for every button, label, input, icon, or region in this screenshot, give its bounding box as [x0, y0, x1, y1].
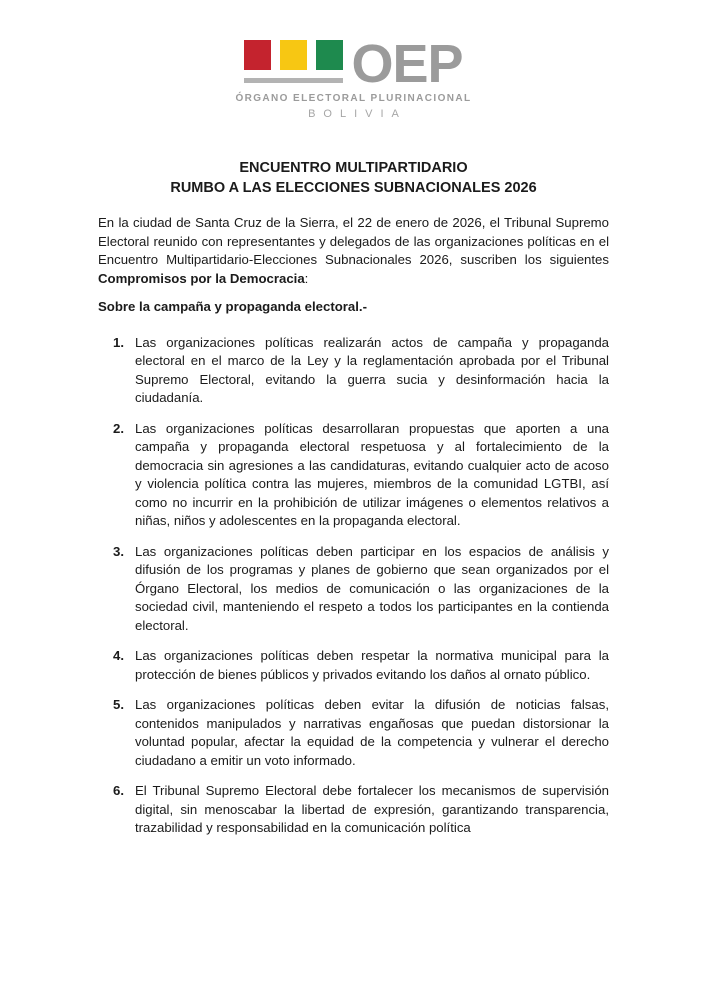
document-body — [98, 214, 609, 838]
oep-logo — [0, 0, 707, 120]
document-title-line1: ENCUENTRO MULTIPARTIDARIO — [239, 160, 468, 176]
list-item-number: 4. — [113, 648, 124, 663]
logo-underline-bar — [244, 78, 343, 83]
intro-paragraph — [98, 214, 609, 288]
list-item-number: 2. — [113, 420, 124, 436]
section-heading: Sobre la campaña y propaganda electoral.- — [98, 299, 367, 314]
document-title — [0, 158, 707, 198]
list-item-number: 3. — [113, 543, 124, 559]
intro-bold-phrase: Compromisos por la Democracia — [98, 270, 305, 286]
list-item-number: 1. — [113, 334, 124, 350]
flag-squares-block — [244, 40, 343, 83]
list-item-text: Las organizaciones políticas deben participar en los espacios de análisis y difusión de los programas y planes de gobierno que sean organizados por el Órgano Electoral, los medios de comunicación o las organizaciones de la sociedad civil, manteniendo el respeto a todos los participantes en la contienda electoral. — [135, 543, 609, 633]
flag-square-green-icon — [316, 40, 343, 70]
flag-squares — [244, 40, 343, 70]
document-title-line2: RUMBO A LAS ELECCIONES SUBNACIONALES 2026 — [170, 180, 537, 196]
list-item — [98, 647, 609, 684]
list-item — [98, 543, 609, 636]
oep-logo-row — [244, 34, 463, 94]
oep-acronym: OEP — [351, 34, 463, 94]
intro-colon: : — [304, 270, 309, 286]
list-item-number: 5. — [113, 697, 124, 712]
flag-square-yellow-icon — [280, 40, 307, 70]
org-name-label: ÓRGANO ELECTORAL PLURINACIONAL — [235, 93, 472, 104]
list-item-text: Las organizaciones políticas desarrollaran propuestas que aporten a una campaña y propaganda electoral respetuosa y al fortalecimiento de la democracia sin agresiones a las candidaturas, evitando cualquier acto de acoso y violencia política contra las mujeres, miembros de la comunidad LGTBI, así como no incurrir en la prohibición de utilizar imágenes o elementos relativos a niñas, niños y adolescentes en la propaganda electoral. — [135, 420, 609, 528]
list-item-number: 6. — [113, 783, 124, 798]
list-item-text: Las organizaciones políticas deben respetar la normativa municipal para la protección de bienes públicos y privados evitando los daños al ornato público. — [135, 648, 609, 682]
country-label: BOLIVIA — [308, 108, 407, 120]
list-item — [98, 334, 609, 408]
list-item — [98, 782, 609, 838]
list-item — [98, 696, 609, 770]
commitments-list — [98, 334, 609, 838]
flag-square-red-icon — [244, 40, 271, 70]
list-item — [98, 420, 609, 531]
list-item-text: Las organizaciones políticas deben evitar la difusión de noticias falsas, contenidos manipulados y narrativas engañosas que puedan distorsionar la voluntad popular, afectar la equidad de la competencia y vulnerar el derecho ciudadano a emitir un voto informado. — [135, 697, 609, 768]
list-item-text: Las organizaciones políticas realizarán actos de campaña y propaganda electoral en el marco de la Ley y la reglamentación aprobada por el Tribunal Supremo Electoral, evitando la guerra sucia y desinformación hacia la ciudadanía. — [135, 334, 609, 405]
intro-text: En la ciudad de Santa Cruz de la Sierra, el 22 de enero de 2026, el Tribunal Supremo Electoral reunido con representantes y delegados de las organizaciones políticas en el Encuentro Multipartidario-Elecciones Subnacionales 2026, suscriben los siguientes — [98, 215, 609, 267]
list-item-text: El Tribunal Supremo Electoral debe fortalecer los mecanismos de supervisión digital, sin menoscabar la libertad de expresión, garantizando transparencia, trazabilidad y responsabilidad en la comunicación política — [135, 783, 609, 835]
